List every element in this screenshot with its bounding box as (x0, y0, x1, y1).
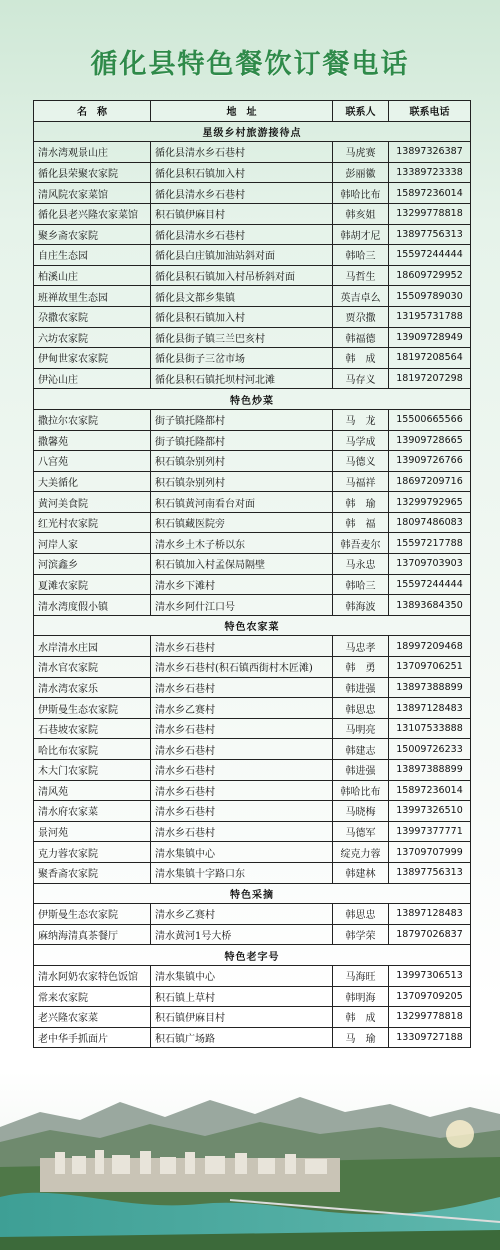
contact-person-cell: 韩进强 (333, 760, 389, 781)
address-cell: 循化县街子三岔市场 (151, 348, 333, 369)
restaurant-name-cell: 清水官农家院 (34, 657, 151, 678)
contact-person-cell: 马学成 (333, 430, 389, 451)
contact-person-cell: 韩 勇 (333, 657, 389, 678)
phone-number-cell: 13195731788 (389, 306, 471, 327)
restaurant-name-cell: 聚香斋农家院 (34, 862, 151, 883)
contact-person-cell: 英吉卓么 (333, 286, 389, 307)
section-title: 星级乡村旅游接待点 (34, 121, 471, 142)
section-title: 特色炒菜 (34, 389, 471, 410)
county-landscape-illustration (0, 1072, 500, 1250)
column-header-contact: 联系人 (333, 101, 389, 122)
phone-number-cell: 15009726233 (389, 739, 471, 760)
restaurant-name-cell: 石巷坡农家院 (34, 718, 151, 739)
restaurant-name-cell: 清风院农家菜馆 (34, 183, 151, 204)
address-cell: 积石镇伊麻目村 (151, 203, 333, 224)
contact-person-cell: 韩福德 (333, 327, 389, 348)
restaurant-name-cell: 清水府农家菜 (34, 801, 151, 822)
restaurant-name-cell: 克力蓉农家院 (34, 842, 151, 863)
restaurant-name-cell: 清风苑 (34, 780, 151, 801)
table-header-row (34, 101, 471, 122)
address-cell: 清水乡石巷村 (151, 821, 333, 842)
phone-number-cell: 13909728949 (389, 327, 471, 348)
table-row (34, 265, 471, 286)
table-row (34, 677, 471, 698)
address-cell: 循化县街子镇三兰巴亥村 (151, 327, 333, 348)
restaurant-name-cell: 景河苑 (34, 821, 151, 842)
address-cell: 循化县积石镇加入村 (151, 162, 333, 183)
contact-person-cell: 马晓梅 (333, 801, 389, 822)
phone-number-cell: 13897326387 (389, 142, 471, 163)
contact-person-cell: 韩哈比布 (333, 183, 389, 204)
phone-number-cell: 13909728665 (389, 430, 471, 451)
phone-number-cell: 15597244444 (389, 574, 471, 595)
phone-number-cell: 13897128483 (389, 904, 471, 925)
address-cell: 积石镇藏医院旁 (151, 512, 333, 533)
column-header-address: 地 址 (151, 101, 333, 122)
address-cell: 循化县积石镇加入村 (151, 306, 333, 327)
restaurant-name-cell: 班禅故里生态园 (34, 286, 151, 307)
table-row (34, 904, 471, 925)
contact-person-cell: 韩学荣 (333, 924, 389, 945)
restaurant-name-cell: 大美循化 (34, 471, 151, 492)
restaurant-directory-table (33, 100, 471, 1048)
table-row (34, 409, 471, 430)
address-cell: 积石镇加入村孟保局隔壁 (151, 554, 333, 575)
restaurant-name-cell: 河岸人家 (34, 533, 151, 554)
restaurant-name-cell: 八宫苑 (34, 451, 151, 472)
phone-number-cell: 13893684350 (389, 595, 471, 616)
phone-number-cell: 13897128483 (389, 698, 471, 719)
address-cell: 街子镇托隆都村 (151, 430, 333, 451)
address-cell: 清水乡石巷村 (151, 677, 333, 698)
table-row (34, 924, 471, 945)
table-row (34, 862, 471, 883)
section-header-row (34, 389, 471, 410)
table-row (34, 965, 471, 986)
section-header-row (34, 945, 471, 966)
contact-person-cell: 马德义 (333, 451, 389, 472)
contact-person-cell: 韩海波 (333, 595, 389, 616)
phone-number-cell: 13299792965 (389, 492, 471, 513)
address-cell: 循化县积石镇加入村吊桥斜对面 (151, 265, 333, 286)
contact-person-cell: 韩亥姐 (333, 203, 389, 224)
contact-person-cell: 贾尕撒 (333, 306, 389, 327)
table-row (34, 512, 471, 533)
address-cell: 积石镇广场路 (151, 1027, 333, 1048)
restaurant-name-cell: 六坊农家院 (34, 327, 151, 348)
table-row (34, 451, 471, 472)
table-row (34, 327, 471, 348)
phone-number-cell: 18609729952 (389, 265, 471, 286)
table-row (34, 554, 471, 575)
restaurant-name-cell: 循化县荣聚农家院 (34, 162, 151, 183)
phone-number-cell: 13897388899 (389, 760, 471, 781)
contact-person-cell: 马永忠 (333, 554, 389, 575)
table-row (34, 760, 471, 781)
restaurant-name-cell: 木大门农家院 (34, 760, 151, 781)
address-cell: 清水乡下滩村 (151, 574, 333, 595)
phone-number-cell: 18797026837 (389, 924, 471, 945)
table-row (34, 348, 471, 369)
contact-person-cell: 马 瑜 (333, 1027, 389, 1048)
restaurant-name-cell: 撒拉尔农家院 (34, 409, 151, 430)
table-row (34, 142, 471, 163)
restaurant-name-cell: 伊斯曼生态农家院 (34, 904, 151, 925)
address-cell: 循化县积石镇托坝村河北滩 (151, 368, 333, 389)
contact-person-cell: 韩思忠 (333, 698, 389, 719)
address-cell: 清水集镇十字路口东 (151, 862, 333, 883)
phone-number-cell: 13299778818 (389, 1007, 471, 1028)
contact-person-cell: 韩 成 (333, 1007, 389, 1028)
address-cell: 循化县文都乡集镇 (151, 286, 333, 307)
phone-number-cell: 18197207298 (389, 368, 471, 389)
table-row (34, 1007, 471, 1028)
page-title: 循化县特色餐饮订餐电话 (90, 49, 410, 80)
address-cell: 积石镇黄河南看台对面 (151, 492, 333, 513)
address-cell: 清水乡乙赛村 (151, 698, 333, 719)
table-row (34, 739, 471, 760)
phone-number-cell: 18197208564 (389, 348, 471, 369)
address-cell: 清水乡石巷村 (151, 760, 333, 781)
table-row (34, 471, 471, 492)
phone-number-cell: 13997326510 (389, 801, 471, 822)
contact-person-cell: 韩胡才尼 (333, 224, 389, 245)
table-row (34, 245, 471, 266)
restaurant-name-cell: 麻纳海清真茶餐厅 (34, 924, 151, 945)
table-row (34, 718, 471, 739)
contact-person-cell: 绽克力蓉 (333, 842, 389, 863)
address-cell: 循化县清水乡石巷村 (151, 183, 333, 204)
contact-person-cell: 马福祥 (333, 471, 389, 492)
section-title: 特色老字号 (34, 945, 471, 966)
table-row (34, 162, 471, 183)
table-row (34, 492, 471, 513)
column-header-phone: 联系电话 (389, 101, 471, 122)
restaurant-name-cell: 聚乡斋农家院 (34, 224, 151, 245)
phone-number-cell: 15597217788 (389, 533, 471, 554)
table-row (34, 183, 471, 204)
contact-person-cell: 彭丽徽 (333, 162, 389, 183)
phone-number-cell: 13997377771 (389, 821, 471, 842)
phone-number-cell: 15500665566 (389, 409, 471, 430)
phone-number-cell: 13299778818 (389, 203, 471, 224)
restaurant-name-cell: 伊斯曼生态农家院 (34, 698, 151, 719)
table-row (34, 821, 471, 842)
restaurant-name-cell: 清水阿奶农家特色饭馆 (34, 965, 151, 986)
phone-number-cell: 15509789030 (389, 286, 471, 307)
contact-person-cell: 韩 福 (333, 512, 389, 533)
restaurant-name-cell: 尕撒农家院 (34, 306, 151, 327)
phone-number-cell: 13389723338 (389, 162, 471, 183)
contact-person-cell: 韩吾麦尔 (333, 533, 389, 554)
table-row (34, 1027, 471, 1048)
phone-number-cell: 15597244444 (389, 245, 471, 266)
restaurant-name-cell: 水岸清水庄园 (34, 636, 151, 657)
table-body (34, 121, 471, 1048)
restaurant-name-cell: 清水湾观景山庄 (34, 142, 151, 163)
table-row (34, 698, 471, 719)
address-cell: 清水乡土木子桥以东 (151, 533, 333, 554)
address-cell: 清水乡石巷村 (151, 739, 333, 760)
restaurant-name-cell: 伊甸世家农家院 (34, 348, 151, 369)
section-title: 特色采摘 (34, 883, 471, 904)
address-cell: 清水乡石巷村 (151, 801, 333, 822)
table-row (34, 203, 471, 224)
restaurant-name-cell: 撒馨苑 (34, 430, 151, 451)
contact-person-cell: 马明亮 (333, 718, 389, 739)
address-cell: 循化县清水乡石巷村 (151, 224, 333, 245)
contact-person-cell: 韩明海 (333, 986, 389, 1007)
contact-person-cell: 马存义 (333, 368, 389, 389)
table-row (34, 595, 471, 616)
contact-person-cell: 韩思忠 (333, 904, 389, 925)
restaurant-name-cell: 伊沁山庄 (34, 368, 151, 389)
contact-person-cell: 马哲生 (333, 265, 389, 286)
contact-person-cell: 马海旺 (333, 965, 389, 986)
address-cell: 积石镇杂别列村 (151, 451, 333, 472)
table-row (34, 801, 471, 822)
phone-number-cell: 13309727188 (389, 1027, 471, 1048)
phone-number-cell: 13107533888 (389, 718, 471, 739)
phone-number-cell: 15897236014 (389, 780, 471, 801)
address-cell: 清水乡石巷村 (151, 780, 333, 801)
contact-person-cell: 韩 瑜 (333, 492, 389, 513)
address-cell: 清水乡石巷村(积石镇西街村木匠滩) (151, 657, 333, 678)
phone-number-cell: 18097486083 (389, 512, 471, 533)
table-row (34, 636, 471, 657)
restaurant-name-cell: 哈比布农家院 (34, 739, 151, 760)
table-row (34, 780, 471, 801)
restaurant-name-cell: 夏滩农家院 (34, 574, 151, 595)
phone-number-cell: 13709706251 (389, 657, 471, 678)
contact-person-cell: 韩建林 (333, 862, 389, 883)
table-row (34, 430, 471, 451)
address-cell: 街子镇托隆都村 (151, 409, 333, 430)
section-header-row (34, 615, 471, 636)
phone-number-cell: 13709703903 (389, 554, 471, 575)
phone-number-cell: 18697209716 (389, 471, 471, 492)
table-row (34, 574, 471, 595)
section-title: 特色农家菜 (34, 615, 471, 636)
contact-person-cell: 马忠孝 (333, 636, 389, 657)
table-row (34, 286, 471, 307)
phone-number-cell: 15897236014 (389, 183, 471, 204)
column-header-name: 名 称 (34, 101, 151, 122)
restaurant-name-cell: 常来农家院 (34, 986, 151, 1007)
restaurant-name-cell: 老兴隆农家菜 (34, 1007, 151, 1028)
address-cell: 循化县白庄镇加油站斜对面 (151, 245, 333, 266)
restaurant-name-cell: 柏溪山庄 (34, 265, 151, 286)
address-cell: 清水集镇中心 (151, 842, 333, 863)
address-cell: 积石镇上草村 (151, 986, 333, 1007)
address-cell: 循化县清水乡石巷村 (151, 142, 333, 163)
phone-number-cell: 13709707999 (389, 842, 471, 863)
contact-person-cell: 马德军 (333, 821, 389, 842)
contact-person-cell: 马 龙 (333, 409, 389, 430)
address-cell: 清水乡石巷村 (151, 718, 333, 739)
phone-number-cell: 13897756313 (389, 224, 471, 245)
table-row (34, 657, 471, 678)
restaurant-name-cell: 清水湾农家乐 (34, 677, 151, 698)
contact-person-cell: 韩建志 (333, 739, 389, 760)
section-header-row (34, 121, 471, 142)
contact-person-cell: 马虎赛 (333, 142, 389, 163)
table-row (34, 368, 471, 389)
restaurant-name-cell: 循化县老兴隆农家菜馆 (34, 203, 151, 224)
phone-number-cell: 13897388899 (389, 677, 471, 698)
section-header-row (34, 883, 471, 904)
phone-number-cell: 13897756313 (389, 862, 471, 883)
address-cell: 清水黄河1号大桥 (151, 924, 333, 945)
restaurant-name-cell: 老中华手抓面片 (34, 1027, 151, 1048)
address-cell: 积石镇杂别列村 (151, 471, 333, 492)
contact-person-cell: 韩哈比布 (333, 780, 389, 801)
phone-number-cell: 13997306513 (389, 965, 471, 986)
address-cell: 积石镇伊麻目村 (151, 1007, 333, 1028)
contact-person-cell: 韩哈三 (333, 245, 389, 266)
table-row (34, 986, 471, 1007)
contact-person-cell: 韩哈三 (333, 574, 389, 595)
restaurant-name-cell: 红光村农家院 (34, 512, 151, 533)
address-cell: 清水集镇中心 (151, 965, 333, 986)
restaurant-name-cell: 清水湾度假小镇 (34, 595, 151, 616)
phone-number-cell: 13709709205 (389, 986, 471, 1007)
contact-person-cell: 韩进强 (333, 677, 389, 698)
address-cell: 清水乡阿什江口号 (151, 595, 333, 616)
address-cell: 清水乡乙赛村 (151, 904, 333, 925)
phone-number-cell: 13909726766 (389, 451, 471, 472)
restaurant-name-cell: 黄河美食院 (34, 492, 151, 513)
table-row (34, 842, 471, 863)
table-row (34, 533, 471, 554)
table-row (34, 224, 471, 245)
phone-number-cell: 18997209468 (389, 636, 471, 657)
table-row (34, 306, 471, 327)
contact-person-cell: 韩 成 (333, 348, 389, 369)
address-cell: 清水乡石巷村 (151, 636, 333, 657)
restaurant-name-cell: 河滨鑫乡 (34, 554, 151, 575)
restaurant-name-cell: 自庄生态园 (34, 245, 151, 266)
